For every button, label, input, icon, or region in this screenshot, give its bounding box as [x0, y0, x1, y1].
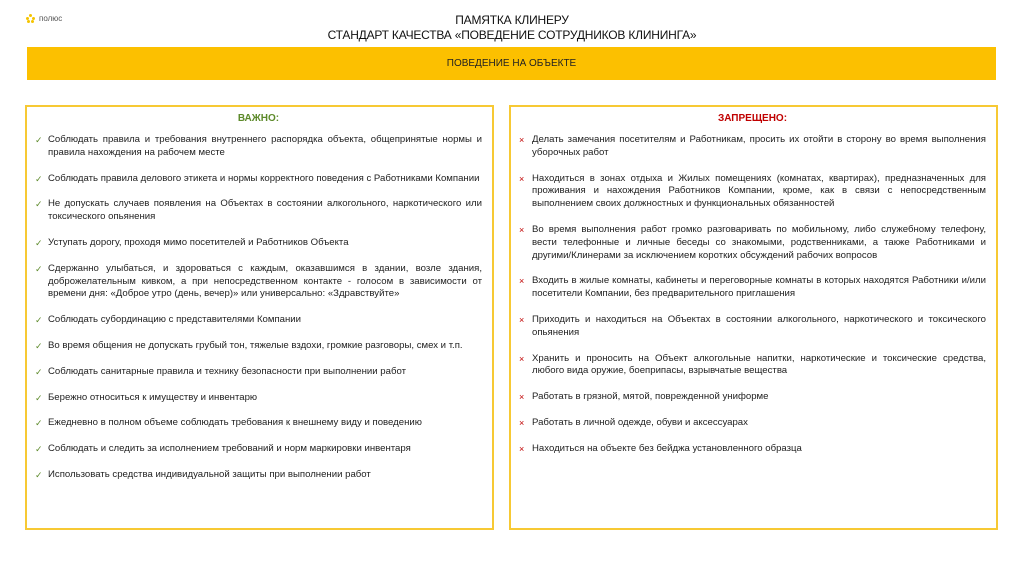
list-item: [519, 443, 986, 456]
check-icon: ✓: [35, 237, 43, 248]
list-item-text: Сдержанно улыбаться, и здороваться с каждым, оказавшимся в здании, возле здания, доброжелательным кивком, а при непосредственном контакте - голосом в зависимости от времени дня: «Доброе утро (день, вечер)» или универсально: «Здравствуйте»: [48, 262, 482, 300]
list-item: [35, 392, 482, 405]
list-item-text: Работать в грязной, мятой, поврежденной униформе: [532, 391, 769, 403]
banner-text: ПОВЕДЕНИЕ НА ОБЪЕКТЕ: [446, 58, 577, 69]
list-item: [35, 237, 482, 250]
list-item: [35, 263, 482, 301]
list-item: [519, 391, 986, 404]
list-item: [35, 469, 482, 482]
important-panel: [25, 105, 494, 530]
logo-text: полюс: [39, 14, 63, 23]
cross-icon: ×: [519, 443, 525, 454]
list-item: [35, 173, 482, 186]
cross-icon: ×: [519, 224, 525, 235]
important-list: [35, 134, 482, 482]
check-icon: ✓: [35, 340, 43, 351]
list-item: [35, 417, 482, 430]
section-banner: [27, 47, 996, 80]
list-item-text: Соблюдать правила и требования внутреннего распорядка объекта, общепринятые нормы и правила нахождения на рабочем месте: [48, 134, 482, 158]
cross-icon: ×: [519, 353, 525, 364]
list-item: [519, 314, 986, 340]
list-item-text: Хранить и проносить на Объект алкогольные напитки, наркотические и токсические средства, любого вида оружие, боеприпасы, взрывчатые вещества: [532, 352, 986, 377]
list-item-text: Использовать средства индивидуальной защиты при выполнении работ: [48, 468, 371, 480]
check-icon: ✓: [35, 418, 43, 429]
list-item: [35, 340, 482, 353]
check-icon: ✓: [35, 469, 43, 480]
cross-icon: ×: [519, 392, 525, 403]
check-icon: ✓: [35, 135, 43, 145]
list-item-text: Не допускать случаев появления на Объектах в состоянии алкогольного, наркотического или токсического опьянения: [48, 198, 482, 223]
cross-icon: ×: [519, 314, 525, 325]
list-item-text: Бережно относиться к имуществу и инвентарю: [48, 391, 258, 403]
list-item: [519, 275, 986, 301]
list-item-text: Уступать дорогу, проходя мимо посетителей и Работников Объекта: [48, 236, 349, 248]
forbidden-heading: ЗАПРЕЩЕНО:: [717, 113, 788, 124]
list-item: [519, 134, 986, 160]
check-icon: ✓: [35, 199, 43, 210]
cross-icon: ×: [519, 173, 525, 184]
list-item: [35, 134, 482, 160]
list-item-text: Приходить и находиться на Объектах в состоянии алкогольного, наркотического и токсического опьянения: [532, 313, 986, 338]
check-icon: ✓: [35, 366, 43, 377]
title-line-1: ПАМЯТКА КЛИНЕРУ: [455, 13, 569, 27]
list-item-text: Соблюдать санитарные правила и технику безопасности при выполнении работ: [48, 365, 406, 377]
list-item-text: Во время выполнения работ громко разговаривать по мобильному, либо служебному телефону, вести телефонные и личные беседы со знакомыми, родственниками, а также Работниками и другими/Клинерами за исключением коротких обсуждений рабочих вопросов: [532, 223, 986, 261]
list-item-text: Во время общения не допускать грубый тон, тяжелые вздохи, громкие разговоры, смех и т.п.: [48, 339, 463, 351]
check-icon: ✓: [35, 263, 43, 274]
list-item-text: Находиться на объекте без бейджа установленного образца: [532, 442, 802, 454]
list-item: [519, 417, 986, 430]
cross-icon: ×: [519, 135, 525, 145]
check-icon: ✓: [35, 392, 43, 403]
list-item-text: Соблюдать правила делового этикета и нормы корректного поведения с Работниками Компании: [48, 172, 480, 184]
title-line-2: СТАНДАРТ КАЧЕСТВА «ПОВЕДЕНИЕ СОТРУДНИКОВ КЛИНИНГА»: [327, 28, 697, 42]
check-icon: ✓: [35, 173, 43, 184]
list-item-text: Находиться в зонах отдыха и Жилых помещениях (комнатах, квартирах), предназначенных для проживания и нахождения Работников Компании, кроме, как в связи с непосредственным выполнением своих должностных и функциональных обязанностей: [532, 172, 986, 210]
list-item: [35, 314, 482, 327]
list-item-text: Соблюдать и следить за исполнением требований и норм маркировки инвентаря: [48, 443, 411, 455]
list-item: [35, 443, 482, 456]
page-title: [0, 13, 1024, 43]
list-item-text: Делать замечания посетителям и Работникам, просить их отойти в сторону во время выполнения уборочных работ: [532, 134, 986, 158]
list-item-text: Ежедневно в полном объеме соблюдать требования к внешнему виду и поведению: [48, 417, 422, 429]
important-heading: ВАЖНО:: [237, 113, 280, 124]
check-icon: ✓: [35, 444, 43, 455]
list-item: [519, 173, 986, 211]
forbidden-panel: [509, 105, 998, 530]
cross-icon: ×: [519, 276, 525, 287]
list-item: [35, 198, 482, 224]
list-item-text: Соблюдать субординацию с представителями Компании: [48, 314, 302, 326]
forbidden-list: [519, 134, 986, 456]
cross-icon: ×: [519, 417, 525, 428]
list-item: [519, 224, 986, 262]
check-icon: ✓: [35, 315, 43, 326]
list-item-text: Работать в личной одежде, обуви и аксессуарах: [532, 416, 748, 428]
list-item: [35, 366, 482, 379]
list-item: [519, 353, 986, 379]
list-item-text: Входить в жилые комнаты, кабинеты и переговорные комнаты в которых находятся Работники и/или посетители Компании, без предварительного приглашения: [532, 275, 986, 300]
